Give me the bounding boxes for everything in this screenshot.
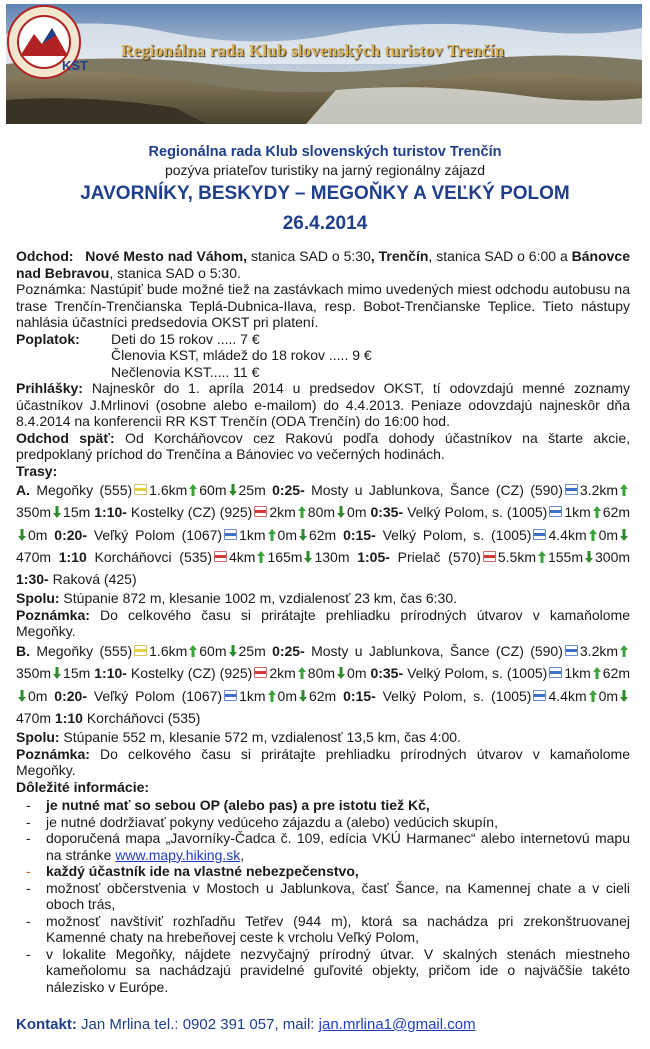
- info-text-main: je nutné dodržiavať pokyny vedúceho zájazdu a (alebo) vedúcich skupín,: [46, 813, 498, 830]
- departure-place-3: Bánovce nad Bebravou: [16, 248, 630, 281]
- segment-descent: 470m: [16, 709, 52, 726]
- trail-marker-red-icon: [254, 506, 267, 517]
- segment-distance: 1km: [239, 526, 266, 543]
- departure-place-2: , Trenčín: [370, 248, 429, 264]
- info-text-main: každý účastník ide na vlastné nebezpečenstvo,: [46, 863, 359, 880]
- document-header: [0, 143, 650, 236]
- segment-descent: 300m: [595, 548, 631, 565]
- fee-item: Deti do 15 rokov ..... 7 €: [111, 330, 260, 347]
- contact-text: Jan Mrlina tel.: 0902 391 057, mail:: [76, 1016, 319, 1033]
- route-point: Prielač (570): [397, 548, 481, 565]
- trail-marker-blue-icon: [533, 529, 546, 540]
- segment-time: 1:30-: [16, 571, 49, 588]
- segment-ascent: 80m: [307, 665, 336, 682]
- fee-item: Členovia KST, mládež do 18 rokov ..... 9 €: [111, 347, 372, 363]
- segment-time: 0:20-: [54, 687, 87, 704]
- descent-arrow-icon: [299, 529, 307, 541]
- trail-marker-blue-icon: [565, 645, 578, 656]
- trail-marker-blue-icon: [549, 667, 562, 678]
- segment-time: 1:10: [58, 548, 87, 565]
- segment-descent: 0m: [347, 665, 367, 682]
- bullet-dash: -: [26, 813, 31, 830]
- registration-label: Prihlášky:: [16, 380, 83, 396]
- contact: [16, 1016, 476, 1033]
- info-text: [46, 946, 630, 996]
- info-text: [46, 830, 630, 863]
- trail-marker-yellow-icon: [134, 645, 147, 656]
- departure-place-1: Nové Mesto nad Váhom,: [85, 248, 248, 264]
- segment-descent: 25m: [238, 482, 266, 498]
- info-item: [16, 946, 630, 996]
- info-text: [46, 814, 630, 831]
- segment-descent: 0m: [28, 526, 48, 543]
- info-text-main: doporučená mapa „Javorníky-Čadca č. 109, edícia VKÚ Harmanec“ alebo internetovú mapu na stránke: [46, 830, 630, 863]
- descent-arrow-icon: [620, 529, 628, 541]
- return-paragraph: [16, 430, 630, 463]
- route-a-description: [16, 479, 630, 590]
- segment-descent: 25m: [238, 642, 266, 659]
- trail-marker-red-icon: [483, 551, 496, 562]
- segment-distance: 2km: [269, 504, 296, 521]
- route-a-note: [16, 607, 630, 640]
- ascent-arrow-icon: [268, 529, 276, 541]
- summary-text: Stúpanie 552 m, klesanie 572 m, vzdialenosť 13,5 km, čas 4:00.: [59, 729, 461, 746]
- trail-marker-red-icon: [254, 667, 267, 678]
- info-text-main: možnosť občerstvenia v Mostoch u Jablunkova, časť Šance, na Kamennej chate a v cieli oboch trás,: [46, 879, 630, 913]
- segment-distance: 4.4km: [548, 526, 587, 543]
- route-point: Velký Polom, s. (1005): [407, 504, 548, 521]
- segment-time: 1:10-: [94, 504, 127, 521]
- fees-label: Poplatok:: [16, 330, 80, 347]
- route-point: Megoňky (555): [36, 482, 133, 498]
- descent-arrow-icon: [53, 667, 61, 679]
- segment-time: 0:15-: [343, 687, 376, 704]
- return-label: Odchod späť:: [16, 429, 115, 446]
- descent-arrow-icon: [299, 690, 307, 702]
- header-banner: [6, 4, 642, 124]
- route-point: Kostelky (CZ) (925): [130, 665, 253, 682]
- descent-arrow-icon: [620, 690, 628, 702]
- segment-descent: 0m: [347, 504, 367, 521]
- segment-ascent: 350m: [16, 665, 52, 682]
- route-point: Kostelky (CZ) (925): [130, 504, 253, 521]
- registration-text: Najneskôr do 1. apríla 2014 u predsedov OKST, tí odovzdajú menné zoznamy účastníkov J.Mrlinovi (osobne alebo e-mailom) do 4.4.2013. Peniaze odovzdajú najneskôr dňa 8.4.2014 na konferencii RR KST Trenčín (ODA Trenčín) do 16:00 hod.: [16, 380, 630, 429]
- route-point: Korcháňovci (535): [86, 709, 201, 726]
- segment-descent: 62m: [308, 687, 337, 704]
- ascent-arrow-icon: [589, 690, 597, 702]
- banner-title: Regionálna rada Klub slovenských turistov Trenčín: [121, 41, 505, 60]
- route-letter: A.: [16, 482, 30, 498]
- bullet-dash: -: [26, 797, 31, 814]
- departure-text-2: , stanica SAD o 6:00 a: [428, 248, 568, 264]
- note-text: Do celkového času si prirátajte prehliadku prírodných útvarov v kamaňolome Megoňky.: [16, 606, 630, 640]
- descent-arrow-icon: [18, 529, 26, 541]
- departure-text-1: stanica SAD o 5:30: [247, 248, 371, 264]
- segment-distance: 4km: [228, 548, 256, 565]
- segment-ascent: 0m: [277, 526, 297, 543]
- descent-arrow-icon: [337, 667, 345, 679]
- note-label: Poznámka:: [16, 606, 90, 623]
- trail-marker-blue-icon: [533, 690, 546, 701]
- registration-paragraph: [16, 380, 630, 430]
- trail-marker-red-icon: [214, 551, 227, 562]
- segment-distance: 3.2km: [579, 482, 619, 498]
- route-point: Korcháňovci (535): [94, 548, 212, 565]
- segment-descent: 15m: [63, 665, 91, 682]
- segment-ascent: 0m: [598, 526, 619, 543]
- segment-ascent: 80m: [307, 504, 336, 521]
- segment-distance: 3.2km: [579, 642, 619, 659]
- segment-time: 0:35-: [370, 504, 404, 521]
- pickup-note: Poznámka: Nastúpiť bude možné tiež na zastávkach mimo uvedených miest odchodu autobusu na trase Trenčín-Trenčianska Teplá-Dubnica-Ilava, resp. Bobot-Trenčianske Teplice. Tieto nástupy nahlásia účastníci predsedovia OKST pri platení.: [16, 281, 630, 330]
- route-point: Megoňky (555): [36, 642, 133, 659]
- route-point: Velký Polom, s. (1005): [407, 665, 548, 682]
- segment-time: 0:25-: [272, 642, 305, 659]
- ascent-arrow-icon: [189, 484, 197, 496]
- info-text: [46, 863, 630, 880]
- fee-item: Nečlenovia KST..... 11 €: [111, 363, 260, 380]
- summary-label: Spolu:: [16, 729, 60, 746]
- route-point: Velký Polom, s. (1005): [382, 687, 532, 704]
- route-point: Mosty u Jablunkova, Šance (CZ) (590): [311, 642, 563, 659]
- bullet-dash: -: [26, 863, 31, 880]
- route-point: Veľký Polom (1067): [93, 526, 223, 543]
- info-text-main: v lokalite Megoňky, nájdete nezvyčajný prírodný útvar. V skalných stenách miestneho kameňolomu sa nachádzajú pravidelné guľovité objekty, pričom ide o najväčšie takéto nálezisko v Európe.: [46, 945, 630, 995]
- trail-marker-blue-icon: [224, 529, 237, 540]
- segment-time: 1:10: [54, 709, 83, 726]
- contact-email-link[interactable]: jan.mrlina1@gmail.com: [318, 1016, 476, 1033]
- info-text-after: ,: [240, 846, 245, 863]
- segment-distance: 1.6km: [149, 482, 188, 498]
- fees: [16, 331, 630, 348]
- info-item: [16, 814, 630, 831]
- route-a-summary: [16, 590, 630, 607]
- route-b-note: [16, 746, 630, 779]
- bullet-dash: -: [26, 830, 31, 847]
- routes-label: [16, 463, 630, 480]
- contact-label: Kontakt:: [16, 1016, 77, 1033]
- segment-distance: 4.4km: [548, 687, 587, 704]
- invitation-text: pozýva priateľov turistiky na jarný regionálny zájazd: [164, 162, 486, 178]
- segment-ascent: 0m: [598, 687, 619, 704]
- important-list: [16, 797, 630, 995]
- route-point: Veľký Polom (1067): [93, 687, 223, 704]
- segment-ascent: 350m: [16, 504, 52, 521]
- segment-descent: 470m: [16, 548, 52, 565]
- segment-ascent: 62m: [602, 665, 631, 682]
- ascent-arrow-icon: [298, 667, 306, 679]
- document-body: [16, 248, 630, 995]
- segment-time: 0:35-: [370, 665, 404, 682]
- return-text: Od Korcháňovcov cez Rakovú podľa dohody účastníkov na štarte akcie, predpoklaný príchod do Trenčína a Bánoviec vo večerných hodinách.: [16, 429, 630, 462]
- organizer: Regionálna rada Klub slovenských turistov Trenčín: [148, 144, 502, 160]
- segment-descent: 15m: [63, 504, 91, 521]
- segment-ascent: 165m: [267, 548, 303, 565]
- trip-date: 26.4.2014: [282, 213, 368, 234]
- important-label-text: Dôležité informácie:: [16, 778, 150, 795]
- ascent-arrow-icon: [268, 690, 276, 702]
- segment-descent: 62m: [308, 526, 337, 543]
- segment-time: 0:25-: [272, 482, 305, 498]
- segment-time: 0:15-: [343, 526, 376, 543]
- segment-ascent: 155m: [547, 548, 584, 565]
- trail-marker-blue-icon: [549, 506, 562, 517]
- ascent-arrow-icon: [298, 506, 306, 518]
- departure-text-3: , stanica SAD o 5:30.: [109, 264, 241, 281]
- note-text: Do celkového času si prirátajte prehliadku prírodných útvarov v kamaňolome Megoňky.: [16, 745, 630, 779]
- segment-distance: 1.6km: [149, 642, 188, 659]
- note-label: Poznámka:: [16, 745, 90, 762]
- descent-arrow-icon: [337, 506, 345, 518]
- info-text: [46, 913, 630, 946]
- info-text-main: je nutné mať so sebou OP (alebo pas) a pre istotu tiež Kč,: [46, 797, 430, 814]
- info-item: [16, 830, 630, 863]
- segment-descent: 0m: [28, 687, 48, 704]
- trail-marker-blue-icon: [565, 484, 578, 495]
- info-text-main: možnosť navštíviť rozhľadňu Tetřev (944 m), ktorá sa nachádza pri zrekonštruovanej Kamenné chaty na hrebeňovej ceste k vrcholu Veľký Polom,: [46, 912, 630, 946]
- segment-time: 0:20-: [54, 526, 87, 543]
- ascent-arrow-icon: [593, 667, 601, 679]
- descent-arrow-icon: [585, 551, 593, 563]
- route-point: Mosty u Jablunkova, Šance (CZ) (590): [311, 482, 563, 498]
- segment-distance: 1km: [239, 687, 266, 704]
- bullet-dash: -: [26, 879, 31, 896]
- trip-title: JAVORNÍKY, BESKYDY – MEGOŇKY A VEĽKÝ POLOM: [80, 183, 570, 204]
- summary-label: Spolu:: [16, 590, 60, 607]
- segment-distance: 5.5km: [497, 548, 536, 565]
- info-item: [16, 863, 630, 880]
- bullet-dash: -: [26, 912, 31, 929]
- route-point: Velký Polom, s. (1005): [382, 526, 532, 543]
- departure-paragraph: [16, 248, 630, 281]
- ascent-arrow-icon: [257, 551, 265, 563]
- info-item: [16, 797, 630, 814]
- segment-ascent: 60m: [199, 482, 227, 498]
- info-text: [46, 880, 630, 913]
- segment-time: 1:05-: [357, 548, 390, 565]
- info-item: [16, 880, 630, 913]
- segment-ascent: 0m: [277, 687, 297, 704]
- route-point: Raková (425): [52, 571, 137, 588]
- ascent-arrow-icon: [620, 484, 628, 496]
- segment-ascent: 60m: [199, 642, 227, 659]
- svg-text:KST: KST: [62, 58, 88, 73]
- ascent-arrow-icon: [189, 645, 197, 657]
- route-letter: B.: [16, 642, 30, 659]
- bullet-dash: -: [26, 945, 31, 962]
- segment-descent: 130m: [314, 548, 350, 565]
- ascent-arrow-icon: [593, 506, 601, 518]
- route-b-summary: [16, 729, 630, 746]
- ascent-arrow-icon: [620, 645, 628, 657]
- trail-marker-yellow-icon: [134, 484, 147, 495]
- logo-lettering: [37, 18, 113, 94]
- route-b-description: [16, 640, 630, 729]
- descent-arrow-icon: [229, 645, 237, 657]
- segment-distance: 1km: [564, 504, 591, 521]
- segment-ascent: 62m: [602, 504, 631, 521]
- important-label: [16, 779, 630, 796]
- descent-arrow-icon: [18, 690, 26, 702]
- map-website-link[interactable]: www.mapy.hiking.sk: [115, 846, 241, 863]
- summary-text: Stúpanie 872 m, klesanie 1002 m, vzdialenosť 23 km, čas 6:30.: [59, 590, 458, 607]
- segment-time: 1:10-: [94, 665, 127, 682]
- segment-distance: 1km: [564, 665, 591, 682]
- info-text: [46, 797, 630, 814]
- trail-marker-blue-icon: [224, 690, 237, 701]
- ascent-arrow-icon: [538, 551, 546, 563]
- segment-distance: 2km: [269, 665, 296, 682]
- routes-label-text: Trasy:: [16, 462, 58, 479]
- descent-arrow-icon: [304, 551, 312, 563]
- descent-arrow-icon: [229, 484, 237, 496]
- departure-label: Odchod:: [16, 248, 74, 264]
- info-item: [16, 913, 630, 946]
- ascent-arrow-icon: [589, 529, 597, 541]
- descent-arrow-icon: [53, 506, 61, 518]
